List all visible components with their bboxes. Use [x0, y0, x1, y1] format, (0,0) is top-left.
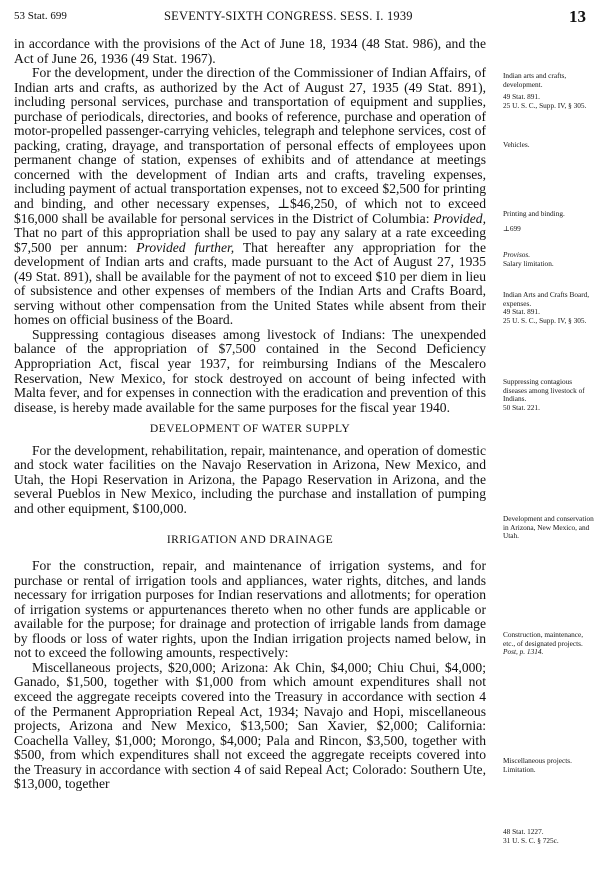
- margin-note-board-expenses: [503, 291, 597, 325]
- margin-text: Provisos.: [503, 250, 531, 259]
- margin-text: Indian Arts and Crafts Board, expenses.: [503, 290, 590, 308]
- main-text: [14, 37, 486, 792]
- margin-citation: 25 U. S. C., Supp. IV, § 305.: [503, 315, 587, 325]
- margin-text: Limitation.: [503, 764, 536, 774]
- margin-text: Miscellaneous projects.: [503, 756, 572, 765]
- section-heading-water: DEVELOPMENT OF WATER SUPPLY: [149, 422, 351, 436]
- section-heading-irrigation: IRRIGATION AND DRAINAGE: [166, 532, 334, 546]
- paragraph-livestock-disease: Suppressing contagious diseases among livestock of Indians: The unexpended balance of the appropriation of $7,500 contained in the Second Deficiency Appropriation Act, fiscal year 1937, for reimbursing Indians of the Mescalero Reservation, New Mexico, for stock destroyed on account of being infected with Malta fever, and for expenses in connection with the eradication and prevention of this disease, is hereby made available for the same purposes for the fiscal year 1940.: [14, 326, 486, 415]
- margin-text: Suppressing contagious diseases among livestock of Indians.: [503, 377, 585, 404]
- page-break-marker: ⊥699: [503, 223, 521, 233]
- margin-citation: 48 Stat. 1227.: [503, 827, 544, 836]
- margin-text: Salary limitation.: [503, 258, 554, 268]
- margin-note-water: [503, 515, 597, 541]
- text-run: That hereafter any appropriation for the development of Indian arts and crafts, made pursuant to the Act of August 27, 1935 (49 Stat. 891), shall be available for the payment of not to exceed $10 per diem in lieu of subsistence and other expenses of members of the Indian Arts and Crafts Board, serving without other compensation from the United States while absent from their homes on official business of the Board.: [14, 239, 486, 328]
- margin-note-citation: [503, 828, 597, 845]
- margin-citation: 50 Stat. 221.: [503, 402, 540, 412]
- margin-note-miscellaneous: [503, 757, 597, 774]
- margin-note-irrigation: [503, 631, 597, 657]
- margin-note-livestock: [503, 378, 597, 412]
- margin-note-printing: [503, 210, 597, 233]
- margin-note-vehicles: [503, 141, 597, 150]
- margin-note-arts-crafts: [503, 72, 597, 110]
- margin-text: Construction, maintenance, etc., of designated projects.: [503, 630, 584, 648]
- page-header: [14, 8, 590, 28]
- margin-text: Development and conservation in Arizona, New Mexico, and Utah.: [503, 514, 594, 541]
- text-run: That no part of this appropriation shall be used to pay any salary at a rate exceeding $7,500 per annum:: [14, 225, 486, 255]
- margin-note-provisos: [503, 251, 597, 268]
- page-number: 13: [569, 7, 586, 26]
- proviso-label: Provided further,: [136, 239, 235, 255]
- margin-citation: 49 Stat. 891.: [503, 92, 540, 102]
- margin-citation: 31 U. S. C. § 725c.: [503, 835, 559, 845]
- paragraph-irrigation: For the construction, repair, and maintenance of irrigation systems, and for purchase or rental of irrigation tools and appliances, water rights, ditches, and lands necessary for irrigation purposes for Indian reservations and allotments; for operation of irrigation systems or appurtenances thereto when no other funds are applicable or available for the purpose; for drainage and protection of irrigable lands from damage by floods or loss of water rights, upon the Indian irrigation projects named below, in not to exceed the following amounts, respectively:: [14, 558, 486, 661]
- margin-text: Vehicles.: [503, 140, 530, 149]
- text-run: For the development, under the direction of the Commissioner of Indian Affairs, of Indian arts and crafts, as authorized by the Act of August 27, 1935 (49 Stat. 891), including personal services, purchase and transportation of equipment and supplies, purchase of periodicals, directories, and books of reference, purchase and operation of motor-propelled passenger-carrying vehicles, telegraph and telephone services, cost of packing, crating, drayage, and transportation of personal effects of employees upon permanent change of station, expenses of exhibits and of attendance at meetings concerned with the development of Indian arts and crafts, traveling expenses, including payment of actual transportation expenses, not to exceed $2,500 for printing and binding, and other necessary expenses, ⊥$46,250, of which not to exceed $16,000 shall be available for personal services in the District of Columbia:: [14, 65, 486, 226]
- margin-citation: Post, p. 1314.: [503, 647, 544, 657]
- running-head: SEVENTY-SIXTH CONGRESS. SESS. I. 1939: [164, 9, 413, 23]
- margin-citation: 49 Stat. 891.: [503, 307, 540, 317]
- paragraph-continuation: in accordance with the provisions of the Act of June 18, 1934 (48 Stat. 986), and the Act of June 26, 1936 (49 Stat. 1967).: [14, 36, 486, 66]
- margin-text: Indian arts and crafts, development.: [503, 71, 567, 89]
- margin-citation: 25 U. S. C., Supp. IV, § 305.: [503, 100, 587, 110]
- margin-text: Printing and binding.: [503, 209, 565, 218]
- statute-citation: 53 Stat. 699: [14, 10, 67, 22]
- proviso-label: Provided,: [433, 210, 486, 226]
- paragraph-water-supply: For the development, rehabilitation, repair, maintenance, and operation of domestic and stock water facilities on the Navajo Reservation in Arizona, New Mexico, and Utah, the Hopi Reservation in Arizona, the Papago Reservation in Arizona, and the several Pueblos in New Mexico, including the purchase and installation of pumping and other equipment, $100,000.: [14, 442, 486, 516]
- paragraph-arts-crafts: [14, 66, 486, 328]
- paragraph-projects: Miscellaneous projects, $20,000; Arizona: Ak Chin, $4,000; Chiu Chui, $4,000; Ganado, $1,500, together with $1,000 from which amount expenditures shall not exceed the aggregate receipts covered into the Treasury in accordance with section 4 of the Permanent Appropriation Repeal Act, 1934; Navajo and Hopi, miscellaneous projects, Arizona and New Mexico, $13,500; San Xavier, $2,000; California: Coachella Valley, $1,000; Morongo, $4,000; Pala and Rincon, $3,500, together with $500, from which expenditures shall not exceed the aggregate receipts covered into the Treasury in accordance with section 4 of said Repeal Act; Colorado: Southern Ute, $13,000, together: [14, 659, 486, 792]
